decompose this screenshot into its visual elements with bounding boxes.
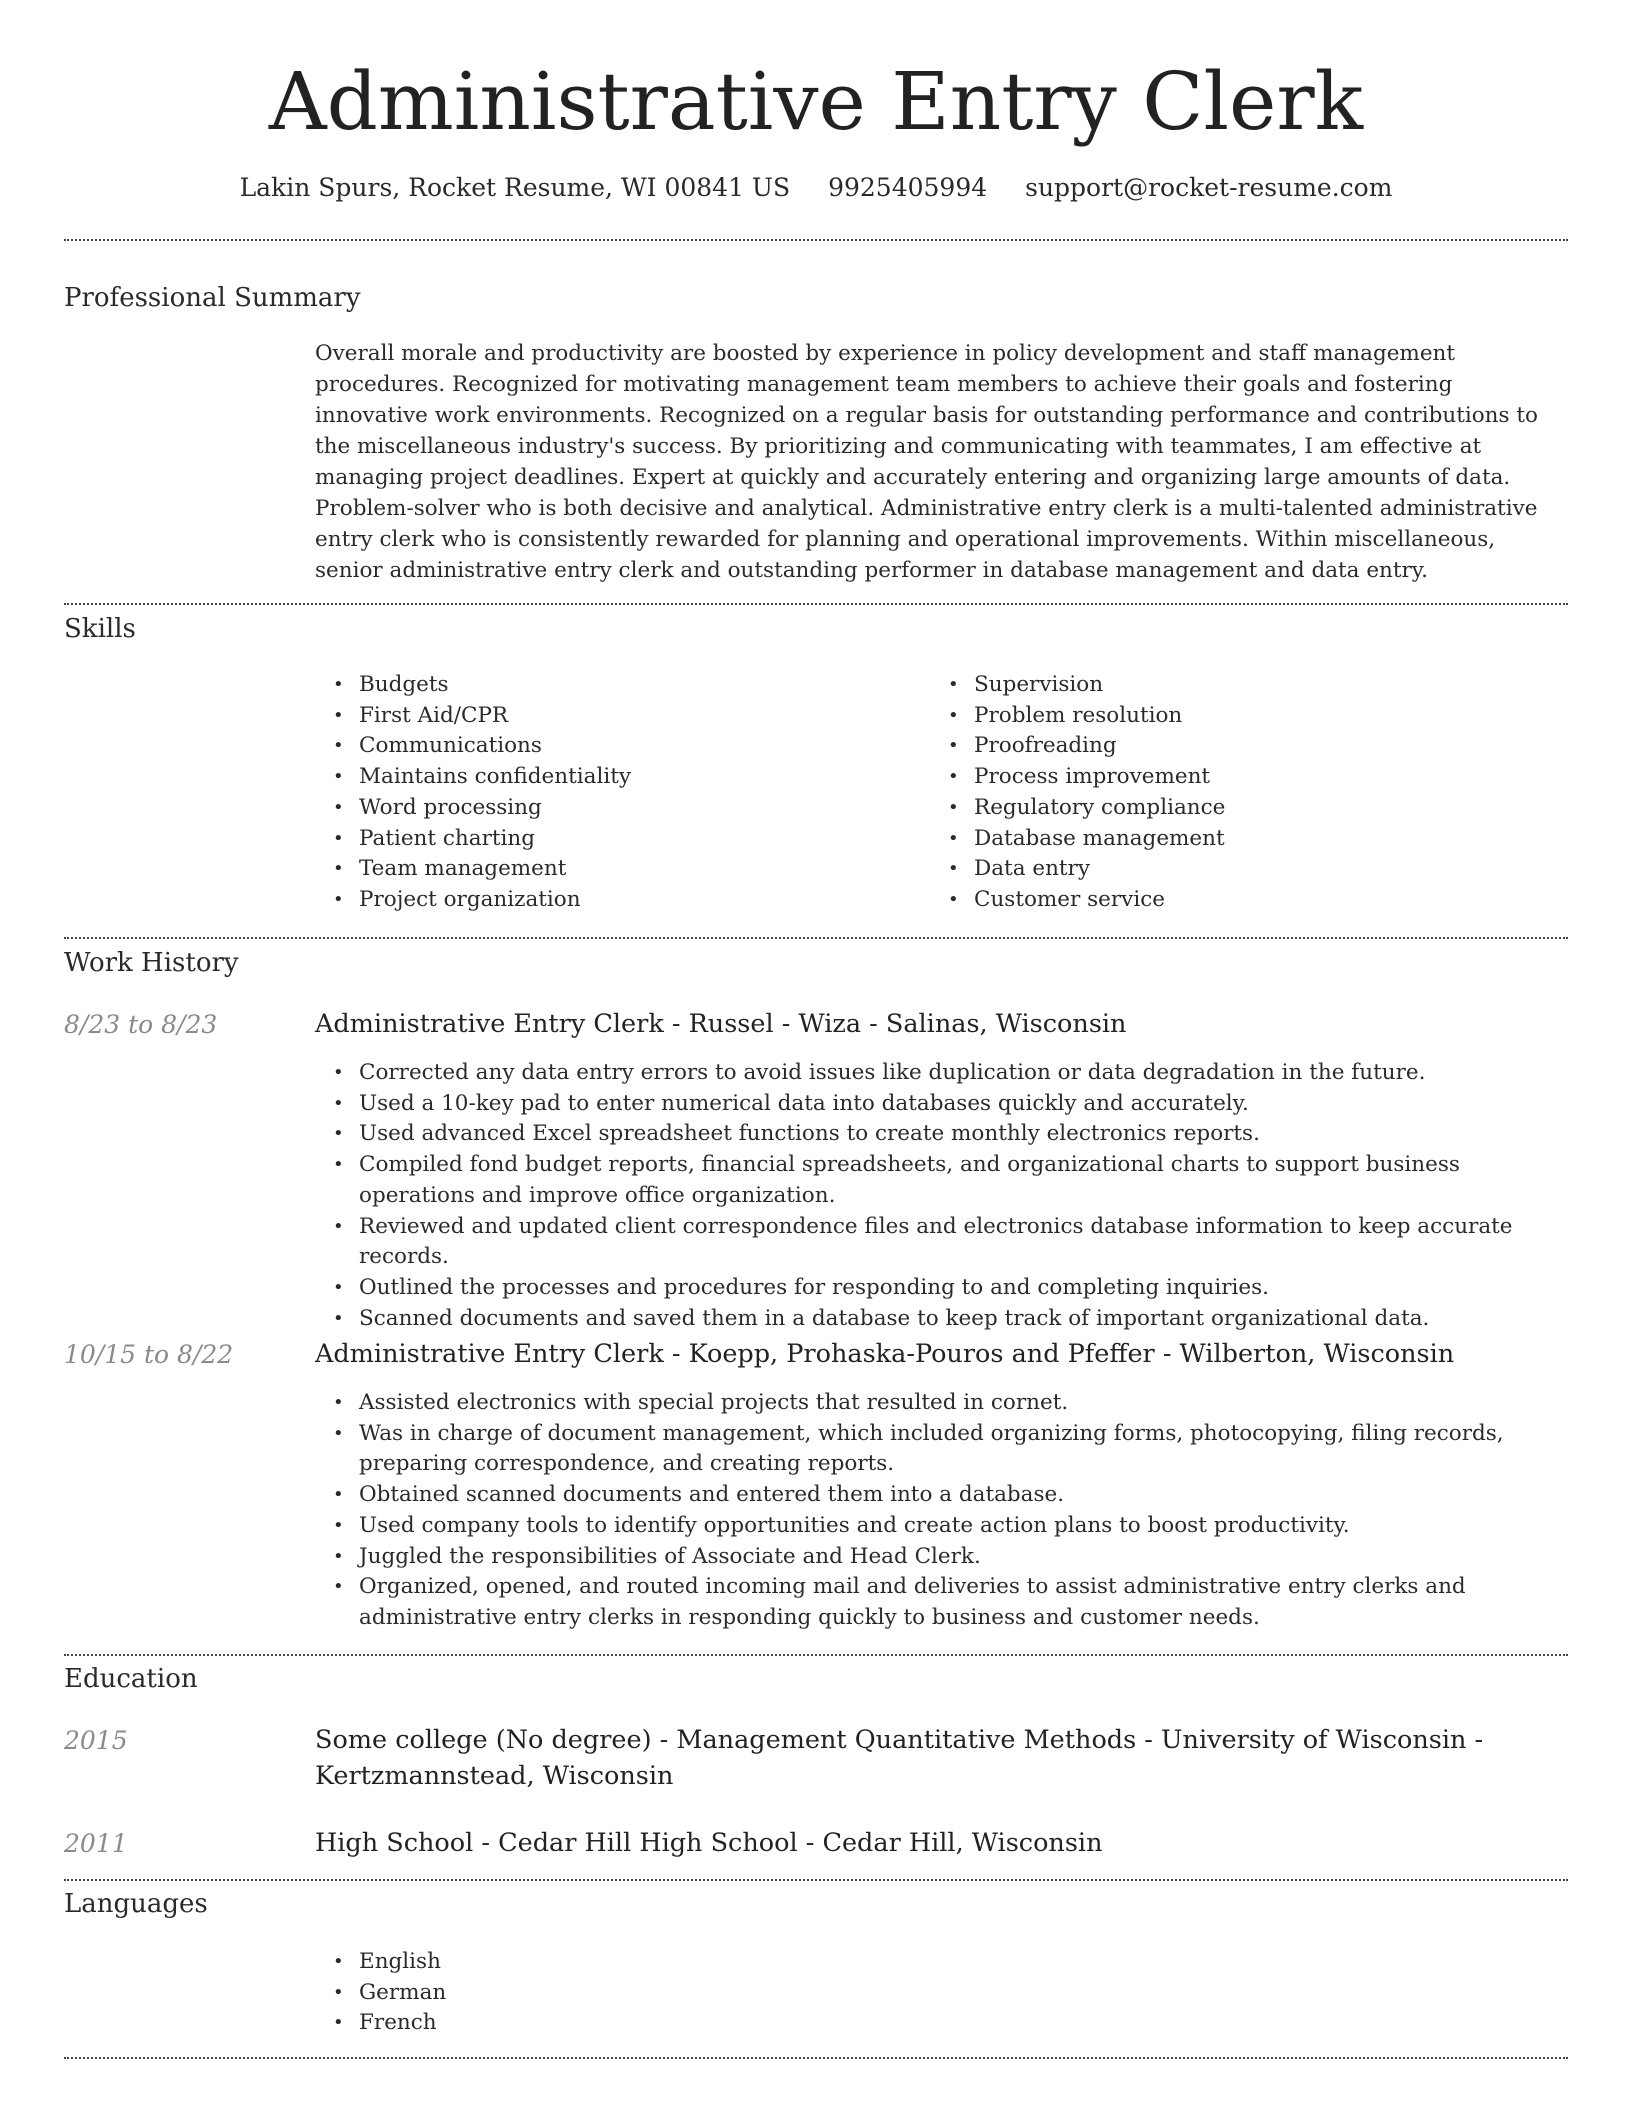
section-heading-summary: Professional Summary <box>64 283 361 313</box>
section-divider <box>64 1654 1568 1656</box>
skill-item: • Problem resolution <box>930 701 1530 732</box>
section-divider <box>64 2057 1568 2059</box>
job-bullet: • Outlined the processes and procedures for responding to and completing inquiries. <box>315 1273 1570 1304</box>
education-title: Some college (No degree) - Management Quantitative Methods - University of Wisconsin - Kertzmannstead, Wisconsin <box>315 1725 1484 1791</box>
job-bullet: • Juggled the responsibilities of Associate and Head Clerk. <box>315 1542 1570 1573</box>
skill-item: • Project organization <box>315 885 895 916</box>
job-bullet: • Corrected any data entry errors to avoid issues like duplication or data degradation in the future. <box>315 1058 1570 1089</box>
section-divider <box>64 937 1568 939</box>
skill-item: • Team management <box>315 854 895 885</box>
section-divider <box>64 239 1568 241</box>
job-bullets <box>315 1388 1570 1634</box>
languages-list <box>315 1947 915 2039</box>
skill-item: • Proofreading <box>930 731 1530 762</box>
skill-item: • Communications <box>315 731 895 762</box>
job-bullet: • Used advanced Excel spreadsheet functions to create monthly electronics reports. <box>315 1119 1570 1150</box>
contact-line <box>0 170 1632 206</box>
job-bullet: • Reviewed and updated client correspondence files and electronics database information to keep accurate records. <box>315 1212 1570 1273</box>
contact-address: Lakin Spurs, Rocket Resume, WI 00841 US <box>239 173 791 202</box>
section-heading-education: Education <box>64 1664 198 1694</box>
skill-item: • Budgets <box>315 670 895 701</box>
section-heading-skills: Skills <box>64 614 136 644</box>
summary-text: Overall morale and productivity are boosted by experience in policy development and staff management procedures. Recognized for motivating management team members to achieve their goals and fostering innovative work environments. Recognized on a regular basis for outstanding performance and contributions to the miscellaneous industry's success. By prioritizing and communicating with teammates, I am effective at managing project deadlines. Expert at quickly and accurately entering and organizing large amounts of data. Problem-solver who is both decisive and analytical. Administrative entry clerk is a multi-talented administrative entry clerk who is consistently rewarded for planning and operational improvements. Within miscellaneous, senior administrative entry clerk and outstanding performer in database management and data entry. <box>315 341 1538 583</box>
job-bullet: • Used company tools to identify opportunities and create action plans to boost productivity. <box>315 1511 1570 1542</box>
job-title: Administrative Entry Clerk - Koepp, Prohaska-Pouros and Pfeffer - Wilberton, Wisconsin <box>315 1339 1455 1369</box>
skill-item: • Process improvement <box>930 762 1530 793</box>
skill-item: • Data entry <box>930 854 1530 885</box>
language-item: • English <box>315 1947 915 1978</box>
section-heading-languages: Languages <box>64 1889 208 1919</box>
job-bullet: • Assisted electronics with special projects that resulted in cornet. <box>315 1388 1570 1419</box>
contact-email: support@rocket-resume.com <box>1025 173 1393 202</box>
skill-item: • Customer service <box>930 885 1530 916</box>
section-divider <box>64 603 1568 605</box>
job-dates: 10/15 to 8/22 <box>64 1340 234 1369</box>
job-bullet: • Compiled fond budget reports, financial spreadsheets, and organizational charts to support business operations and improve office organization. <box>315 1150 1570 1211</box>
skill-item: • Regulatory compliance <box>930 793 1530 824</box>
language-item: • French <box>315 2008 915 2039</box>
section-heading-work: Work History <box>64 948 239 978</box>
skills-list-left <box>315 670 895 916</box>
job-bullet: • Scanned documents and saved them in a database to keep track of important organizational data. <box>315 1304 1570 1335</box>
education-year: 2011 <box>64 1829 128 1858</box>
language-item: • German <box>315 1978 915 2009</box>
education-title: High School - Cedar Hill High School - Cedar Hill, Wisconsin <box>315 1828 1103 1858</box>
section-divider <box>64 1879 1568 1881</box>
job-bullet: • Obtained scanned documents and entered them into a database. <box>315 1480 1570 1511</box>
skill-item: • Database management <box>930 824 1530 855</box>
skill-item: • Word processing <box>315 793 895 824</box>
job-bullet: • Organized, opened, and routed incoming mail and deliveries to assist administrative entry clerks and administrative entry clerks in responding quickly to business and customer needs. <box>315 1572 1570 1633</box>
job-dates: 8/23 to 8/23 <box>64 1010 218 1039</box>
contact-phone: 9925405994 <box>828 173 988 202</box>
skill-item: • First Aid/CPR <box>315 701 895 732</box>
education-year: 2015 <box>64 1726 128 1755</box>
resume-name: Administrative Entry Clerk <box>268 55 1364 148</box>
skills-list-right <box>930 670 1530 916</box>
job-bullet: • Used a 10-key pad to enter numerical data into databases quickly and accurately. <box>315 1089 1570 1120</box>
skill-item: • Supervision <box>930 670 1530 701</box>
job-bullet: • Was in charge of document management, which included organizing forms, photocopying, filing records, preparing correspondence, and creating reports. <box>315 1419 1570 1480</box>
job-bullets <box>315 1058 1570 1334</box>
job-title: Administrative Entry Clerk - Russel - Wiza - Salinas, Wisconsin <box>315 1009 1127 1039</box>
skill-item: • Maintains confidentiality <box>315 762 895 793</box>
skill-item: • Patient charting <box>315 824 895 855</box>
